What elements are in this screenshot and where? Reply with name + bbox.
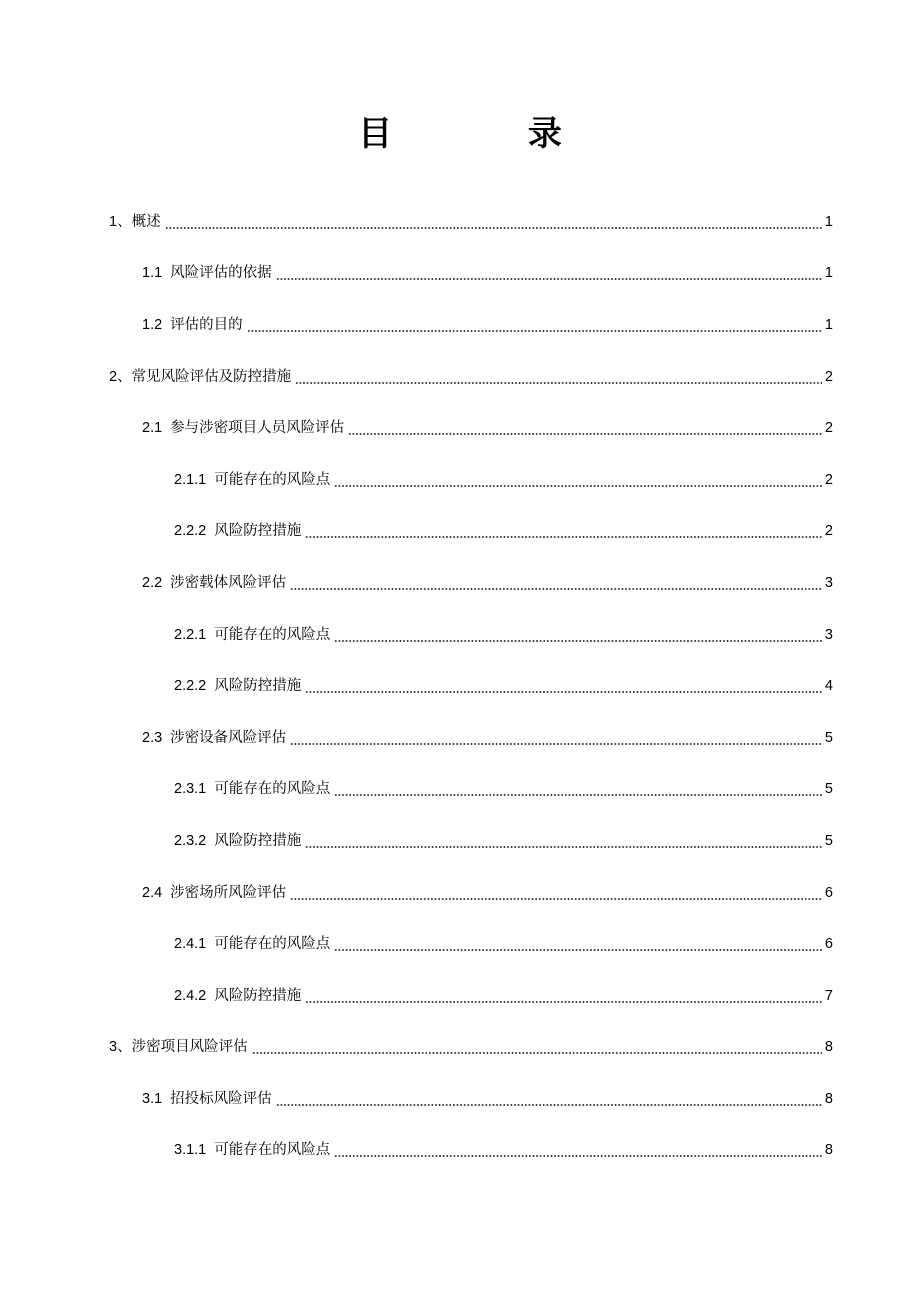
toc-entry[interactable]: [0, 1022, 920, 1074]
toc-entry-label: 风险防控措施: [214, 678, 302, 695]
toc-entry[interactable]: [0, 196, 920, 248]
toc-entry-number: 2.2.2: [174, 523, 207, 540]
toc-entry-page-number: 5: [824, 729, 833, 746]
toc-entry-label: 风险评估的依据: [170, 265, 272, 282]
toc-entry-label: 参与涉密项目人员风险评估: [170, 420, 345, 437]
toc-dot-leader: [290, 742, 822, 746]
toc-dot-leader: [305, 535, 822, 539]
toc-entry-label: 涉密设备风险评估: [170, 729, 287, 746]
toc-entry-number: 2.3.2: [174, 832, 207, 849]
toc-entry-label: 涉密载体风险评估: [170, 574, 287, 591]
toc-entry[interactable]: [0, 1073, 920, 1125]
toc-entry-label: 可能存在的风险点: [214, 626, 331, 643]
toc-entry[interactable]: [0, 867, 920, 919]
toc-entry-page-number: 5: [824, 781, 833, 798]
toc-entry-page-number: 1: [824, 316, 833, 333]
toc-dot-leader: [305, 1000, 822, 1004]
toc-entry[interactable]: [0, 970, 920, 1022]
toc-list: [0, 196, 920, 1176]
toc-entry-label: 可能存在的风险点: [214, 781, 331, 798]
toc-entry-page-number: 8: [824, 1039, 833, 1056]
toc-entry-label: 评估的目的: [170, 316, 243, 333]
toc-entry-label: 可能存在的风险点: [214, 471, 331, 488]
toc-entry[interactable]: [0, 815, 920, 867]
toc-entry-page-number: 2: [824, 471, 833, 488]
toc-dot-leader: [305, 845, 822, 849]
toc-dot-leader: [334, 484, 822, 488]
toc-entry-number: 2.4.1: [174, 936, 207, 953]
toc-entry-page-number: 2: [824, 523, 833, 540]
toc-entry[interactable]: [0, 299, 920, 351]
toc-entry-page-number: 2: [824, 420, 833, 437]
toc-entry-label: 常见风险评估及防控措施: [131, 368, 292, 385]
toc-entry[interactable]: [0, 918, 920, 970]
toc-entry-label: 涉密场所风险评估: [170, 884, 287, 901]
toc-dot-leader: [334, 793, 822, 797]
toc-entry-number: 2.1: [142, 420, 163, 437]
toc-entry-page-number: 1: [824, 213, 833, 230]
toc-dot-leader: [334, 948, 822, 952]
toc-entry-number: 3.1: [142, 1090, 163, 1107]
toc-entry-page-number: 4: [824, 678, 833, 695]
toc-entry-number: 3、: [109, 1039, 132, 1056]
toc-entry-number: 2.3.1: [174, 781, 207, 798]
toc-entry[interactable]: [0, 712, 920, 764]
toc-entry-page-number: 3: [824, 574, 833, 591]
toc-entry-label: 风险防控措施: [214, 523, 302, 540]
toc-dot-leader: [348, 432, 822, 436]
toc-entry-number: 2.2.1: [174, 626, 207, 643]
toc-dot-leader: [276, 1103, 822, 1107]
toc-entry-label: 可能存在的风险点: [214, 1142, 331, 1159]
toc-entry-label: 风险防控措施: [214, 987, 302, 1004]
toc-title: 目 录: [358, 114, 624, 154]
toc-dot-leader: [290, 897, 822, 901]
toc-entry[interactable]: [0, 1125, 920, 1177]
toc-entry[interactable]: [0, 557, 920, 609]
toc-entry[interactable]: [0, 660, 920, 712]
toc-entry-number: 2.4.2: [174, 987, 207, 1004]
toc-dot-leader: [247, 329, 822, 333]
toc-entry[interactable]: [0, 609, 920, 661]
toc-entry-page-number: 8: [824, 1142, 833, 1159]
toc-entry[interactable]: [0, 248, 920, 300]
toc-entry-page-number: 2: [824, 368, 833, 385]
toc-entry-page-number: 3: [824, 626, 833, 643]
toc-entry-number: 2.2.2: [174, 678, 207, 695]
toc-entry-page-number: 7: [824, 987, 833, 1004]
toc-entry-number: 1.2: [142, 316, 163, 333]
toc-entry-page-number: 5: [824, 832, 833, 849]
toc-entry-label: 招投标风险评估: [170, 1090, 272, 1107]
toc-dot-leader: [334, 1154, 822, 1158]
toc-dot-leader: [334, 639, 822, 643]
toc-dot-leader: [305, 690, 822, 694]
toc-entry[interactable]: [0, 402, 920, 454]
toc-entry-number: 3.1.1: [174, 1142, 207, 1159]
toc-entry-number: 2.2: [142, 574, 163, 591]
toc-entry-number: 1、: [109, 213, 132, 230]
toc-dot-leader: [165, 226, 822, 230]
toc-entry-label: 风险防控措施: [214, 832, 302, 849]
toc-entry-label: 可能存在的风险点: [214, 936, 331, 953]
toc-entry-number: 2、: [109, 368, 132, 385]
toc-entry[interactable]: [0, 506, 920, 558]
toc-entry[interactable]: [0, 351, 920, 403]
toc-dot-leader: [295, 381, 822, 385]
toc-entry-page-number: 6: [824, 884, 833, 901]
toc-dot-leader: [252, 1051, 822, 1055]
toc-entry-page-number: 6: [824, 936, 833, 953]
toc-entry-label: 概述: [131, 213, 161, 230]
toc-entry-page-number: 1: [824, 265, 833, 282]
toc-dot-leader: [276, 277, 822, 281]
toc-entry[interactable]: [0, 764, 920, 816]
toc-entry-number: 2.1.1: [174, 471, 207, 488]
toc-entry-number: 2.4: [142, 884, 163, 901]
toc-entry-label: 涉密项目风险评估: [131, 1039, 248, 1056]
toc-entry-number: 2.3: [142, 729, 163, 746]
toc-entry[interactable]: [0, 454, 920, 506]
toc-entry-page-number: 8: [824, 1090, 833, 1107]
toc-dot-leader: [290, 587, 822, 591]
toc-entry-number: 1.1: [142, 265, 163, 282]
